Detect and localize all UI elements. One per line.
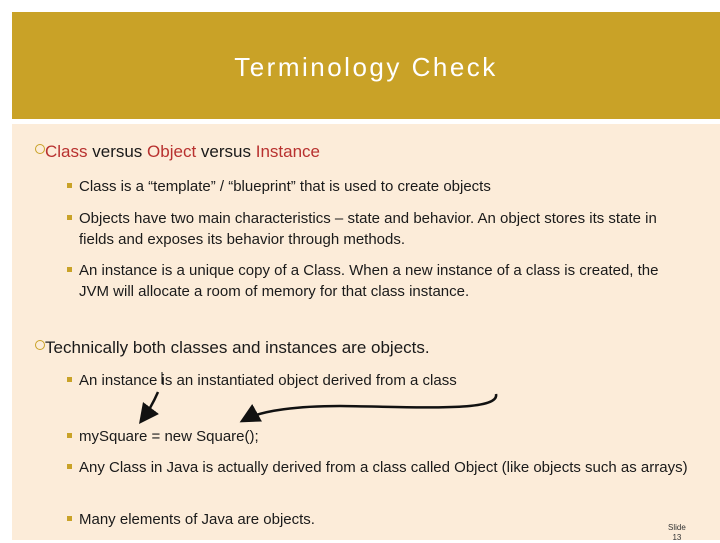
bullet-text: Any Class in Java is actually derived from a class called Object (like objects such as arrays) [79, 459, 688, 476]
bullet-text: Objects have two main characteristics – state and behavior. An object stores its state in fields and exposes its behavior through methods. [79, 210, 657, 248]
heading-text: Technically both classes and instances are objects. [45, 338, 430, 357]
arrow-to-mysquare-icon [142, 392, 158, 420]
slide-title: Terminology Check [234, 52, 498, 82]
heading-term-class: Class [45, 142, 88, 161]
heading-term-instance: Instance [255, 142, 320, 161]
bullet-text: An instance is a unique copy of a Class. When a new instance of a class is created, the JVM will allocate a room of memory for that class instance. [79, 262, 659, 300]
bullet-text: Many elements of Java are objects. [79, 511, 315, 528]
bullet-text: An instance is an instantiated object derived from a class [79, 372, 457, 389]
heading-connector: versus [87, 142, 148, 161]
heading-connector: versus [196, 142, 256, 161]
slide-number-value: 13 [672, 533, 682, 542]
bullet-text: mySquare = new Square(); [79, 428, 259, 445]
arrow-to-square-icon [244, 394, 496, 420]
heading-term-object: Object [147, 142, 197, 161]
bullet-text: Class is a “template” / “blueprint” that is used to create objects [79, 178, 491, 195]
slide-label: Slide [668, 523, 686, 532]
